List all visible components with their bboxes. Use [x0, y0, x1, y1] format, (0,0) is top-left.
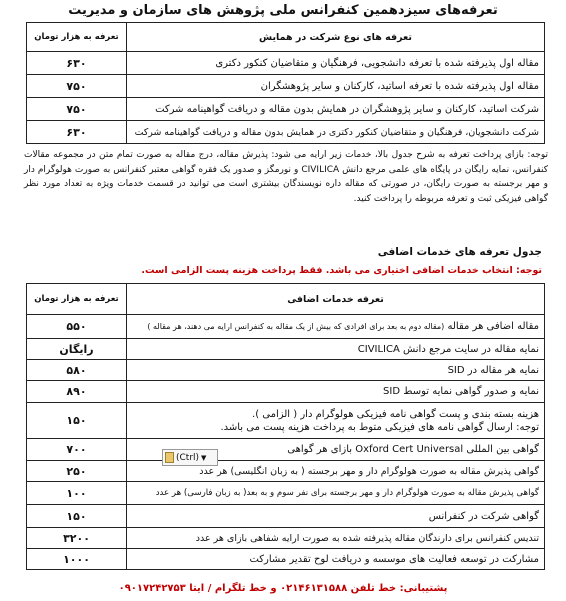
table-row — [27, 75, 545, 98]
table2-price-header: تعرفه به هزار تومان — [27, 284, 127, 315]
table-row — [27, 381, 545, 403]
service-price: ۵۵۰ — [27, 315, 127, 339]
fee-price: ۷۵۰ — [27, 75, 127, 98]
fee-name: مقاله اول پذیرفته شده با تعرفه اساتید، کارکنان و سایر پژوهشگران — [127, 75, 545, 98]
ctrl-label: (Ctrl) — [176, 452, 200, 463]
table1-name-header: تعرفه های نوع شرکت در همایش — [127, 23, 545, 52]
table-row — [27, 505, 545, 528]
service-price: ۱۵۰ — [27, 403, 127, 439]
service-price: ۱۰۰ — [27, 482, 127, 505]
table2-name-header: تعرفه خدمات اضافی — [127, 284, 545, 315]
table-row — [27, 549, 545, 570]
service-note: (مقاله دوم به بعد برای افرادی که بیش از یک مقاله به کنفرانس ارایه می دهند، هر مقاله ) — [147, 322, 445, 331]
services-note: توجه: بازای پرداخت تعرفه به شرح جدول بالا، خدمات زیر ارایه می شود: پذیرش مقاله، درج مقاله به صورت تمام متن در مجموعه مقالات کنفرانس، نمایه رایگان در پایگاه های علمی مرجع دانش CIVILICA و نورمگز و صدور یک فقره گواهی معتبر کنفرانس به صورت هولوگرام دار و مهر برجسته به صورت رایگان، در صورتی که مقاله داره نویسندگان بیشتری است می توانید در قسمت خدمات ویژه به تعداد مورد نظر گواهی فیزیکی ثبت و تعرفه مربوطه را پرداخت کنید. — [24, 150, 548, 204]
service-name: گواهی پذیرش مقاله به صورت هولوگرام دار و مهر برجسته ( به زبان انگلیسی) هر عدد — [127, 461, 545, 482]
service-price: ۷۰۰ — [27, 439, 127, 461]
service-name: نمایه مقاله در سایت مرجع دانش CIVILICA — [127, 339, 545, 360]
paste-options-button[interactable] — [162, 449, 218, 466]
service-name: گواهی شرکت در کنفرانس — [127, 505, 545, 528]
clipboard-icon — [165, 452, 174, 463]
table-row — [27, 121, 545, 144]
table-row — [27, 528, 545, 549]
extra-services-table — [26, 283, 545, 570]
service-name: نمایه و صدور گواهی نمایه توسط SID — [127, 381, 545, 403]
service-price: ۲۵۰ — [27, 461, 127, 482]
table-row — [27, 315, 545, 339]
fee-price: ۶۳۰ — [27, 121, 127, 144]
service-price: رایگان — [27, 339, 127, 360]
service-price: ۱۵۰ — [27, 505, 127, 528]
table-row — [27, 482, 545, 505]
service-name: هزینه بسته بندی و پست گواهی نامه فیزیکی هولوگرام دار ( الزامی ). — [252, 408, 539, 420]
table-row — [27, 98, 545, 121]
participation-fees-table — [26, 22, 545, 144]
service-name: تندیس کنفرانس برای دارندگان مقاله پذیرفته شده به صورت ارایه شفاهی بازای هر عدد — [127, 528, 545, 549]
fee-name: مقاله اول پذیرفته شده با تعرفه دانشجویی، فرهنگیان و متقاضیان کنکور دکتری — [127, 52, 545, 75]
table-row — [27, 403, 545, 439]
extra-services-title: جدول تعرفه های خدمات اضافی — [377, 246, 542, 258]
page-title: تعرفه‌های سیزدهمین کنفرانس ملی پژوهش های سازمان و مدیریت — [68, 3, 498, 18]
service-price: ۱۰۰۰ — [27, 549, 127, 570]
service-note: توجه: ارسال گواهی نامه های فیزیکی متوط به پرداخت هزینه پست می باشد. — [220, 421, 539, 433]
service-name: مشارکت در توسعه فعالیت های موسسه و دریافت لوح تقدیر مشارکت — [127, 549, 545, 570]
fee-price: ۷۵۰ — [27, 98, 127, 121]
service-price: ۳۲۰۰ — [27, 528, 127, 549]
service-name: گواهی پذیرش مقاله به صورت هولوگرام دار و مهر برجسته برای نفر سوم و به بعد( به زبان فارسی) هر عدد — [127, 482, 545, 505]
service-price: ۸۹۰ — [27, 381, 127, 403]
optional-services-warning: توجه: انتخاب خدمات اضافی اختیاری می باشد. فقط پرداخت هزینه پست الزامی است. — [141, 265, 542, 276]
service-name: نمایه هر مقاله در SID — [127, 360, 545, 381]
table-row — [27, 360, 545, 381]
fee-price: ۶۳۰ — [27, 52, 127, 75]
service-name: گواهی بین المللی Oxford Cert Universal بازای هر گواهی — [127, 439, 545, 461]
table1-price-header: تعرفه به هزار تومان — [27, 23, 127, 52]
table-row — [27, 339, 545, 360]
chevron-down-icon: ▼ — [201, 453, 207, 462]
table-row — [27, 461, 545, 482]
service-price: ۵۸۰ — [27, 360, 127, 381]
table-row — [27, 439, 545, 461]
service-name: مقاله اضافی هر مقاله — [447, 321, 539, 332]
fee-name: شرکت دانشجویان، فرهنگیان و متقاضیان کنکور دکتری در همایش بدون مقاله و دریافت گواهینامه شرکت — [127, 121, 545, 144]
fee-name: شرکت اساتید، کارکنان و سایر پژوهشگران در همایش بدون مقاله و دریافت گواهینامه شرکت — [127, 98, 545, 121]
table-row — [27, 52, 545, 75]
support-contact: پشتیبانی: خط تلفن ۰۲۱۴۶۱۳۱۵۸۸ و خط تلگرام / ایتا ۰۹۰۱۷۲۴۲۷۵۳ — [118, 583, 448, 594]
